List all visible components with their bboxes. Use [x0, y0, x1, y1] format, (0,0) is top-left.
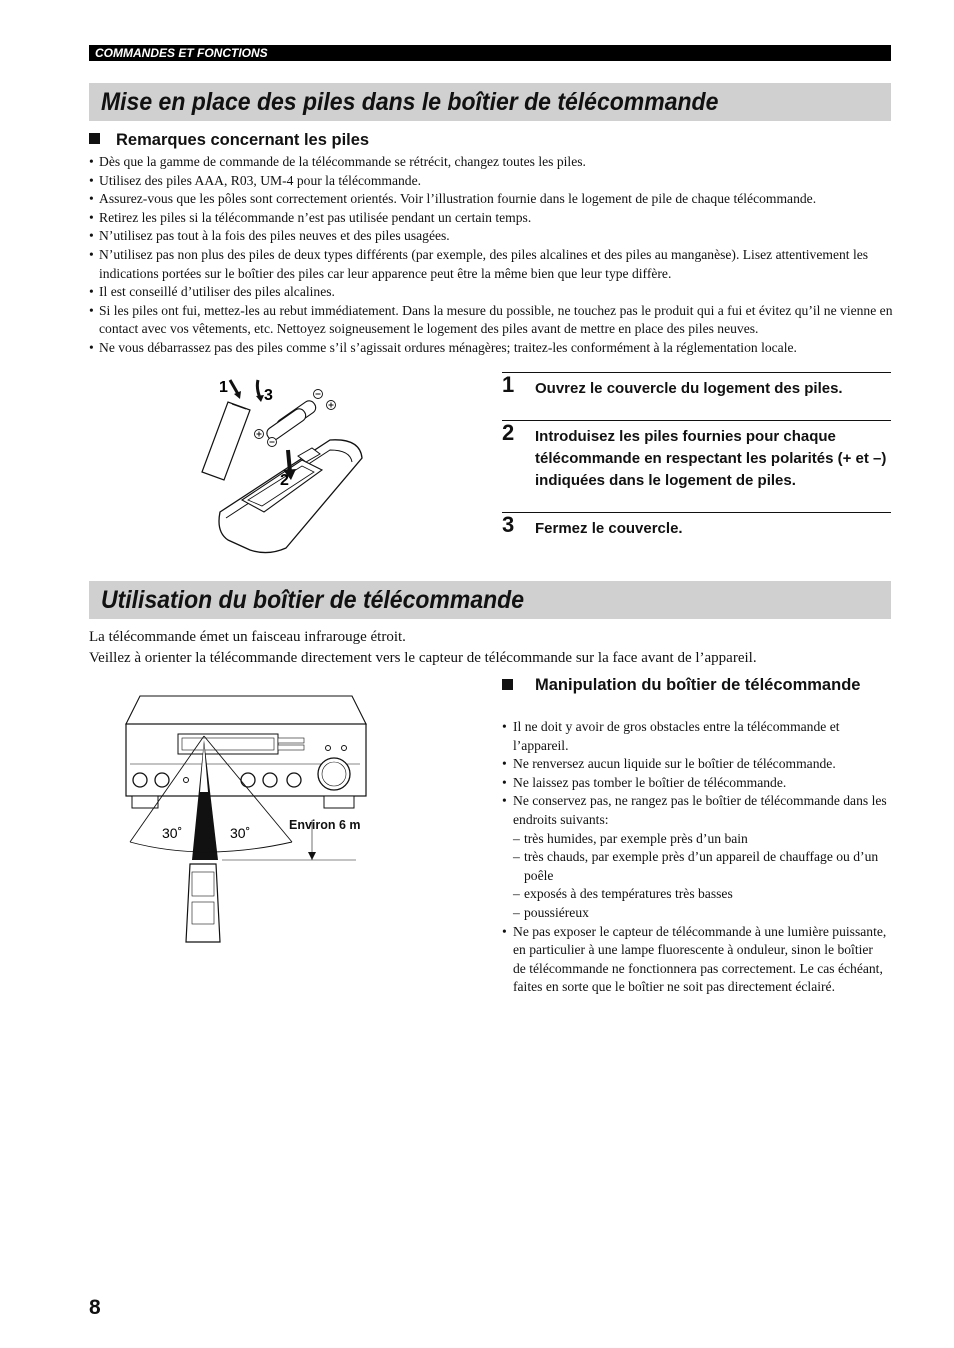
- angle-label-left: 30˚: [162, 825, 183, 841]
- figure-label-three: 3: [264, 387, 273, 404]
- step-number: 1: [502, 372, 515, 397]
- list-item: • Il ne doit y avoir de gros obstacles entre la télécommande et l’appareil.: [502, 718, 887, 755]
- section-header-bar: [89, 45, 891, 61]
- page-number: 8: [89, 1296, 101, 1319]
- step-text: Ouvrez le couvercle du logement des piles.: [535, 380, 843, 397]
- list-item: • Assurez-vous que les pôles sont correctement orientés. Voir l’illustration fournie dans le logement de pile de chaque télécommande.: [89, 190, 894, 209]
- subheading: Remarques concernant les piles: [89, 131, 369, 150]
- section-title-bar: [89, 581, 891, 619]
- square-bullet-icon: [502, 679, 513, 690]
- list-item: • N’utilisez pas non plus des piles de deux types différents (par exemple, des piles alcalines et des piles au manganèse). Lisez attentivement les indications portées sur le boîtier des piles car leur apparence peut être la même bien que leur type diffère.: [89, 246, 894, 283]
- list-item: • Utilisez des piles AAA, R03, UM-4 pour la télécommande.: [89, 172, 894, 191]
- list-item: • Il est conseillé d’utiliser des piles alcalines.: [89, 283, 894, 302]
- list-item: • Si les piles ont fui, mettez-les au rebut immédiatement. Dans la mesure du possible, ne touchez pas le produit qui a fui et évitez qu’il ne vienne en contact avec vos vêtements, etc. Nettoyez soigneusement le logement des piles avant de mettre en place des piles neuves.: [89, 302, 894, 339]
- list-subitem: – poussiéreux: [502, 904, 887, 923]
- step-2: [502, 420, 891, 489]
- step-number: 2: [502, 420, 515, 445]
- battery-notes-list: [89, 153, 894, 358]
- list-item: • Ne conservez pas, ne rangez pas le boîtier de télécommande dans les endroits suivants:: [502, 792, 887, 829]
- step-number: 3: [502, 512, 515, 537]
- figure-label-two: 2: [280, 472, 289, 489]
- section-title: Utilisation du boîtier de télécommande: [101, 585, 525, 614]
- list-item: • Ne vous débarrassez pas des piles comme s’il s’agissait ordures ménagères; traitez-les conformément à la réglementation locale.: [89, 339, 894, 358]
- square-bullet-icon: [89, 133, 100, 144]
- list-item: • Ne laissez pas tomber le boîtier de télécommande.: [502, 774, 887, 793]
- step-1: [502, 372, 891, 397]
- list-subitem: – exposés à des températures très basses: [502, 885, 887, 904]
- step-text: Fermez le couvercle.: [535, 520, 683, 537]
- figure-label-one: 1: [219, 379, 228, 396]
- list-item: • Retirez les piles si la télécommande n’est pas utilisée pendant un certain temps.: [89, 209, 894, 228]
- section-title-bar: [89, 83, 891, 121]
- intro-line: La télécommande émet un faisceau infrarouge étroit.: [89, 629, 406, 645]
- section-label: COMMANDES ET FONCTIONS: [95, 46, 268, 60]
- step-text: Introduisez les piles fournies pour chaque télécommande en respectant les polarités (+ et –) indiquées dans le logement de piles.: [535, 428, 887, 489]
- distance-label: Environ 6 m: [289, 818, 361, 832]
- list-item: • Ne pas exposer le capteur de télécommande à une lumière puissante, en particulier à une lampe fluorescente à onduleur, sinon le boîtier de télécommande ne fonctionnera pas correctement. Le cas échéant, faites en sorte que le boîtier ne soit pas directement éclairé.: [502, 923, 887, 997]
- handling-list: [502, 718, 887, 997]
- angle-label-right: 30˚: [230, 825, 251, 841]
- list-subitem: – très chauds, par exemple près d’un appareil de chauffage ou d’un poêle: [502, 848, 887, 885]
- step-3: [502, 512, 891, 537]
- list-item: • Ne renversez aucun liquide sur le boîtier de télécommande.: [502, 755, 887, 774]
- battery-installation-illustration: [190, 372, 370, 560]
- list-subitem: – très humides, par exemple près d’un bain: [502, 830, 887, 849]
- intro-line: Veillez à orienter la télécommande directement vers le capteur de télécommande sur la face avant de l’appareil.: [89, 650, 757, 666]
- section-title: Mise en place des piles dans le boîtier de télécommande: [101, 87, 719, 116]
- list-item: • N’utilisez pas tout à la fois des piles neuves et des piles usagées.: [89, 227, 894, 246]
- subheading: Manipulation du boîtier de télécommande: [502, 674, 882, 696]
- list-item: • Dès que la gamme de commande de la télécommande se rétrécit, changez toutes les piles.: [89, 153, 894, 172]
